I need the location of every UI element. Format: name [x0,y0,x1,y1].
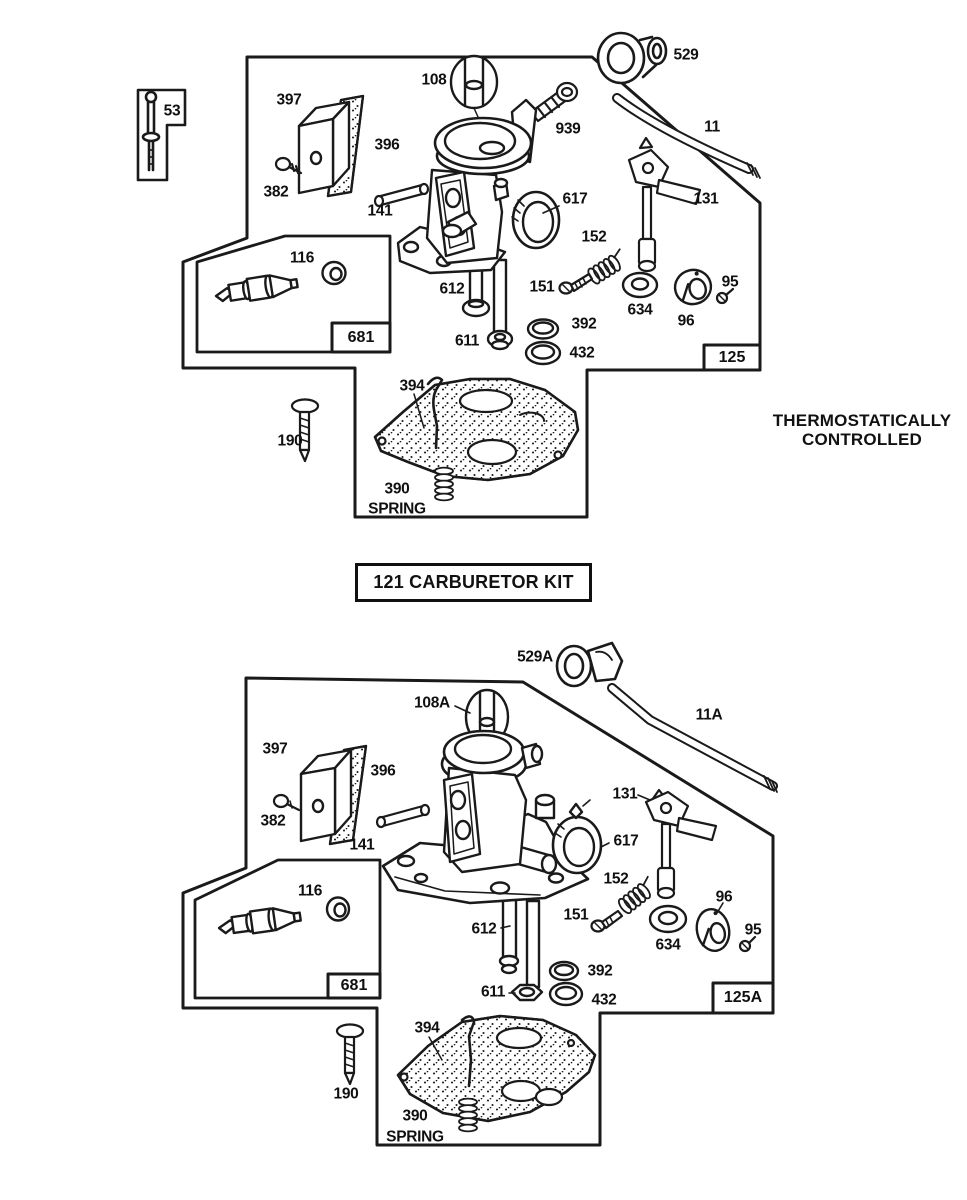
seal-432-sketch [526,342,560,364]
part-label-432: 432 [591,991,617,1009]
part-label-397: 397 [262,740,288,758]
part-label-617: 617 [613,832,639,850]
screw-382-sketch [276,158,301,173]
part-label-392: 392 [587,962,613,980]
part-label-11: 11 [704,118,720,136]
part-label-spring: SPRING [368,500,426,518]
screw-190a-sketch [337,1025,363,1085]
carburetor-kit-label: 121 CARBURETOR KIT [373,572,574,592]
fuel-pipe-11a-sketch [612,688,777,792]
part-label-95: 95 [744,921,762,939]
elbow-grommet-529-sketch [598,33,666,83]
screw-382a-sketch [274,795,299,810]
panel-tag-125a: 125A [723,989,763,1006]
part-label-634: 634 [627,301,653,319]
elbow-grommet-529a-sketch [557,643,622,686]
part-label-390: 390 [384,480,410,498]
spring-390a-sketch [459,1099,477,1132]
o-ring-392-sketch [528,320,558,339]
screw-95-sketch [717,289,733,303]
part-label-96: 96 [715,888,733,906]
part-label-529a: 529A [517,648,553,666]
part-label-152: 152 [581,228,607,246]
carburetor-kit-box [355,563,592,602]
subpanel-tag-681-bottom: 681 [340,977,368,994]
part-label-151: 151 [563,906,589,924]
washer-634a-sketch [650,906,686,932]
part-label-151: 151 [529,278,555,296]
part-label-96: 96 [677,312,695,330]
part-label-131: 131 [612,785,638,803]
thermostatic-caption-line2: CONTROLLED [801,429,923,449]
thermostatic-caption [754,412,967,449]
part-label-108: 108 [421,71,447,89]
part-label-394: 394 [414,1019,440,1037]
seal-432a-sketch [550,983,582,1005]
part-label-116: 116 [297,882,323,900]
governor-crank-131-sketch [629,138,700,271]
part-label-152: 152 [603,870,629,888]
part-label-397: 397 [276,91,302,109]
part-label-612: 612 [439,280,465,298]
o-ring-392a-sketch [550,962,578,980]
part-label-939: 939 [555,120,581,138]
pin-141a-sketch [377,805,429,827]
cup-washer-96a-sketch [693,906,733,954]
thermostatic-caption-line1: THERMOSTATICALLY [772,411,952,430]
part-label-131: 131 [693,190,719,208]
part-label-53: 53 [163,102,181,120]
part-label-108a: 108A [414,694,450,712]
cup-washer-96-sketch [671,266,715,308]
leader-131-bottom [638,795,650,800]
part-label-141: 141 [349,836,375,854]
part-label-382: 382 [260,812,286,830]
carburetor-body-top-sketch [398,100,559,349]
part-label-432: 432 [569,344,595,362]
part-label-141: 141 [367,202,393,220]
part-label-394: 394 [399,377,425,395]
part-label-617: 617 [562,190,588,208]
spring-152a-sketch [616,877,658,915]
subpanel-tag-681-top: 681 [347,329,375,346]
part-label-95: 95 [721,273,739,291]
part-label-382: 382 [263,183,289,201]
part-label-634: 634 [655,936,681,954]
governor-crank-131a-sketch [646,790,716,898]
part-label-612: 612 [471,920,497,938]
screw-151-sketch [560,274,593,294]
screw-190-sketch [292,400,318,462]
part-label-396: 396 [374,136,400,154]
screw-95a-sketch [740,937,755,951]
part-label-190: 190 [333,1085,359,1103]
carburetor-body-bottom-sketch [383,731,601,1000]
part-label-390: 390 [402,1107,428,1125]
diaphragm-gasket-top-sketch [375,379,578,480]
choke-plate-108-sketch [451,56,497,117]
part-label-spring: SPRING [386,1128,444,1146]
part-label-116: 116 [289,249,315,267]
part-label-611: 611 [454,332,480,350]
washer-634-sketch [623,273,657,297]
screw-151a-sketch [592,911,623,932]
part-label-396: 396 [370,762,396,780]
part-label-11a: 11A [695,706,723,724]
part-label-611: 611 [480,983,506,1001]
metering-bracket-53-sketch [138,90,185,180]
panel-tag-125: 125 [718,349,746,366]
part-label-190: 190 [277,432,303,450]
part-label-529: 529 [673,46,699,64]
part-label-392: 392 [571,315,597,333]
diaphragm-gasket-bottom-sketch [398,1016,595,1121]
pin-141-sketch [375,184,428,206]
spring-390-sketch [435,468,453,501]
